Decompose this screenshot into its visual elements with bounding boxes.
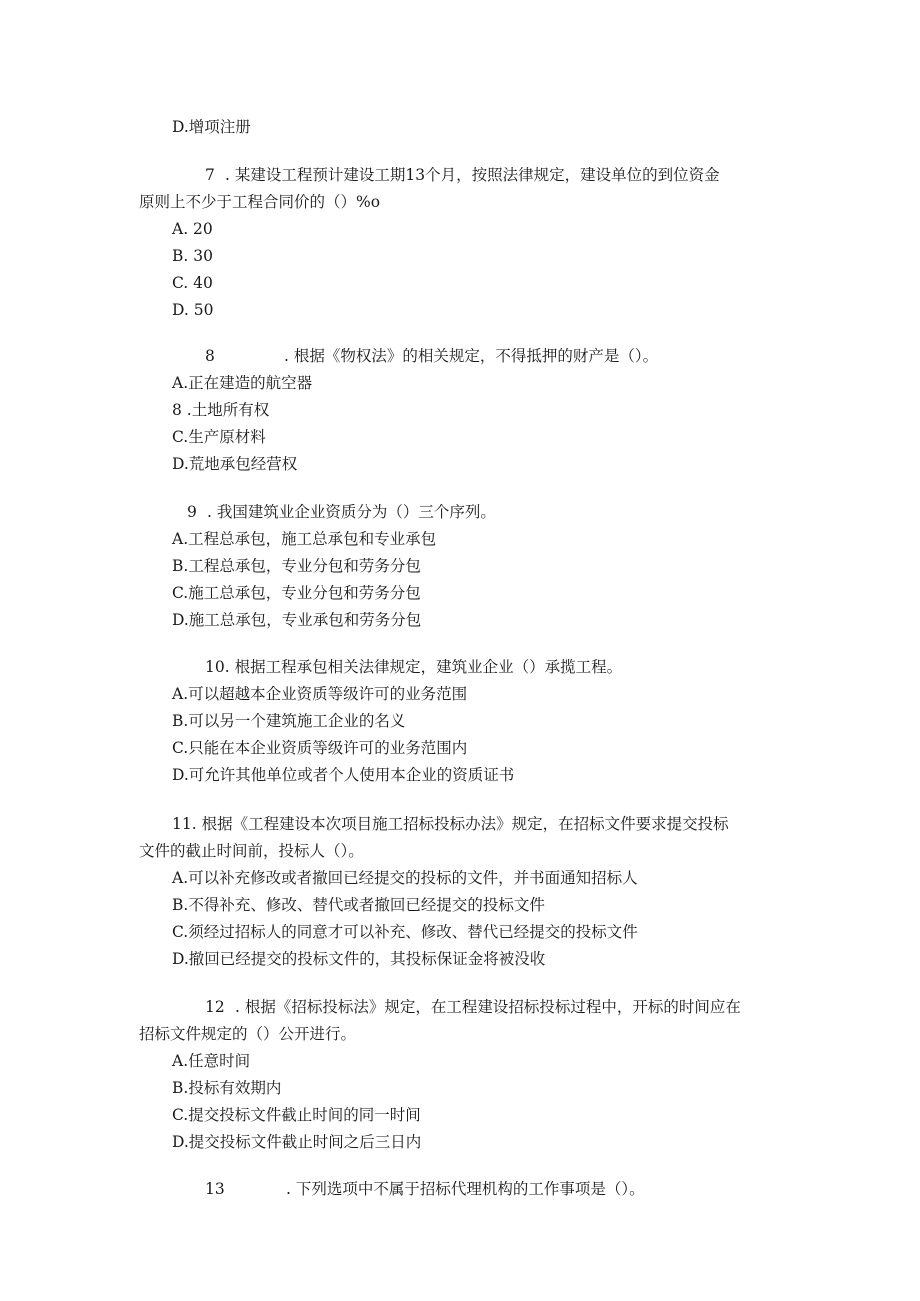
option-line: D.提交投标文件截止时间之后三日内 [172, 1133, 422, 1151]
question-text: 招标文件规定的（）公开进行。 [139, 1025, 357, 1043]
option-line: C.施工总承包，专业分包和劳务分包 [172, 584, 421, 602]
question-text: . 根据《招标投标法》规定，在工程建设招标投标过程中，开标的时间应在 [235, 998, 741, 1016]
option-line: A.正在建造的航空器 [172, 374, 313, 392]
option-line: C.生产原材料 [172, 428, 266, 446]
option-line: A.任意时间 [172, 1052, 251, 1070]
question-text: 11. 根据《工程建设本次项目施工招标投标办法》规定，在招标文件要求提交投标 [172, 815, 729, 833]
question-number: 9 [187, 503, 197, 521]
option-line: D.撤回已经提交的投标文件的，其投标保证金将被没收 [172, 950, 546, 968]
question-number: 7 [205, 166, 215, 184]
question-text: . 根据《物权法》的相关规定，不得抵押的财产是（）。 [284, 347, 659, 365]
option-line: 8 .土地所有权 [172, 401, 270, 419]
option-line: D.可允许其他单位或者个人使用本企业的资质证书 [172, 766, 515, 784]
question-number: 12 [205, 998, 225, 1016]
option-line: A.可以超越本企业资质等级许可的业务范围 [172, 685, 468, 703]
option-line: D.增项注册 [172, 118, 251, 136]
option-line: C.只能在本企业资质等级许可的业务范围内 [172, 739, 468, 757]
option-line: D.荒地承包经营权 [172, 455, 298, 473]
question-number: 13 [205, 1180, 225, 1198]
option-line: C. 40 [172, 274, 213, 292]
option-line: B. 30 [172, 247, 213, 265]
option-line: B.投标有效期内 [172, 1079, 282, 1097]
option-line: A.工程总承包，施工总承包和专业承包 [172, 530, 437, 548]
option-line: B.不得补充、修改、替代或者撤回已经提交的投标文件 [172, 896, 545, 914]
option-line: C.须经过招标人的同意才可以补充、修改、替代已经提交的投标文件 [172, 923, 638, 941]
question-text: . 我国建筑业企业资质分为（）三个序列。 [207, 503, 496, 521]
option-line: A. 20 [172, 220, 213, 238]
question-number: 8 [205, 347, 215, 365]
option-line: B.可以另一个建筑施工企业的名义 [172, 712, 406, 730]
question-text: . 下列选项中不属于招标代理机构的工作事项是（）。 [286, 1180, 645, 1198]
question-text: 10. 根据工程承包相关法律规定，建筑业企业（）承揽工程。 [205, 658, 623, 676]
option-line: B.工程总承包，专业分包和劳务分包 [172, 557, 421, 575]
question-text: 原则上不少于工程合同价的（）%o [139, 193, 381, 211]
option-line: A.可以补充修改或者撤回已经提交的投标的文件，并书面通知招标人 [172, 869, 638, 887]
question-text: . 某建设工程预计建设工期13个月，按照法律规定，建设单位的到位资金 [225, 166, 720, 184]
option-line: D.施工总承包，专业承包和劳务分包 [172, 611, 422, 629]
option-line: D. 50 [172, 301, 214, 319]
option-line: C.提交投标文件截止时间的同一时间 [172, 1106, 421, 1124]
question-text: 文件的截止时间前，投标人（）。 [139, 842, 364, 860]
